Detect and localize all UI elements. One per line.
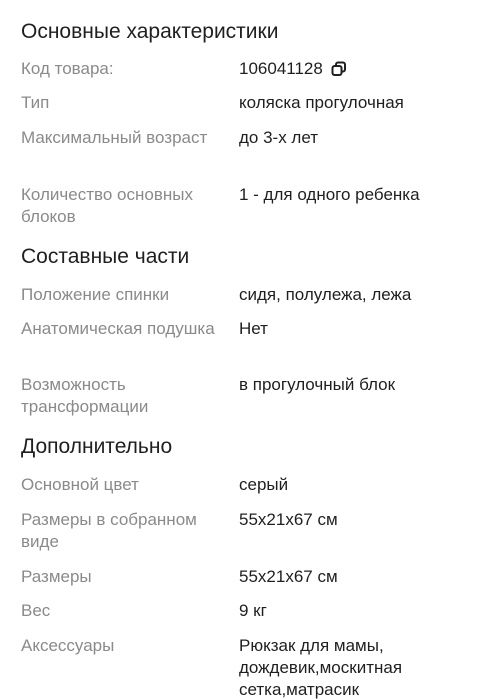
- value-assembled-size: 55x21x67 см: [239, 510, 338, 529]
- label-backrest-position: Положение спинки: [21, 285, 170, 304]
- label-accessories: Аксессуары: [21, 636, 115, 655]
- value-max-age: до 3-х лет: [239, 128, 319, 147]
- label-product-code: Код товара:: [21, 59, 114, 78]
- label-size: Размеры: [21, 567, 92, 586]
- copy-icon[interactable]: [331, 61, 347, 77]
- label-type: Тип: [21, 93, 50, 112]
- value-weight: 9 кг: [239, 601, 267, 620]
- label-main-color: Основной цвет: [21, 475, 139, 494]
- label-main-blocks-count: Количество основных блоков: [21, 185, 193, 226]
- product-code-value[interactable]: 106041128: [239, 59, 323, 78]
- value-product-code-row: [239, 58, 489, 80]
- value-transformation: в прогулочный блок: [239, 375, 396, 394]
- value-type: коляска прогулочная: [239, 93, 404, 112]
- section-title-parts: Составные части: [21, 245, 190, 268]
- value-main-color: серый: [239, 475, 289, 494]
- value-backrest-position: сидя, полулежа, лежа: [239, 285, 412, 304]
- value-anatomic-pillow: Нет: [239, 319, 268, 338]
- label-max-age: Максимальный возраст: [21, 128, 208, 147]
- value-accessories: Рюкзак для мамы, дождевик,москитная сетка,матрасик: [239, 636, 403, 699]
- label-anatomic-pillow: Анатомическая подушка: [21, 319, 215, 338]
- value-main-blocks-count: 1 - для одного ребенка: [239, 185, 420, 204]
- label-weight: Вес: [21, 601, 51, 620]
- section-title-main: Основные характеристики: [21, 20, 279, 43]
- section-title-extra: Дополнительно: [21, 435, 173, 458]
- value-size: 55x21x67 см: [239, 567, 338, 586]
- label-transformation: Возможность трансформации: [21, 375, 149, 416]
- product-code-wrap: [239, 58, 347, 80]
- label-assembled-size: Размеры в собранном виде: [21, 510, 197, 551]
